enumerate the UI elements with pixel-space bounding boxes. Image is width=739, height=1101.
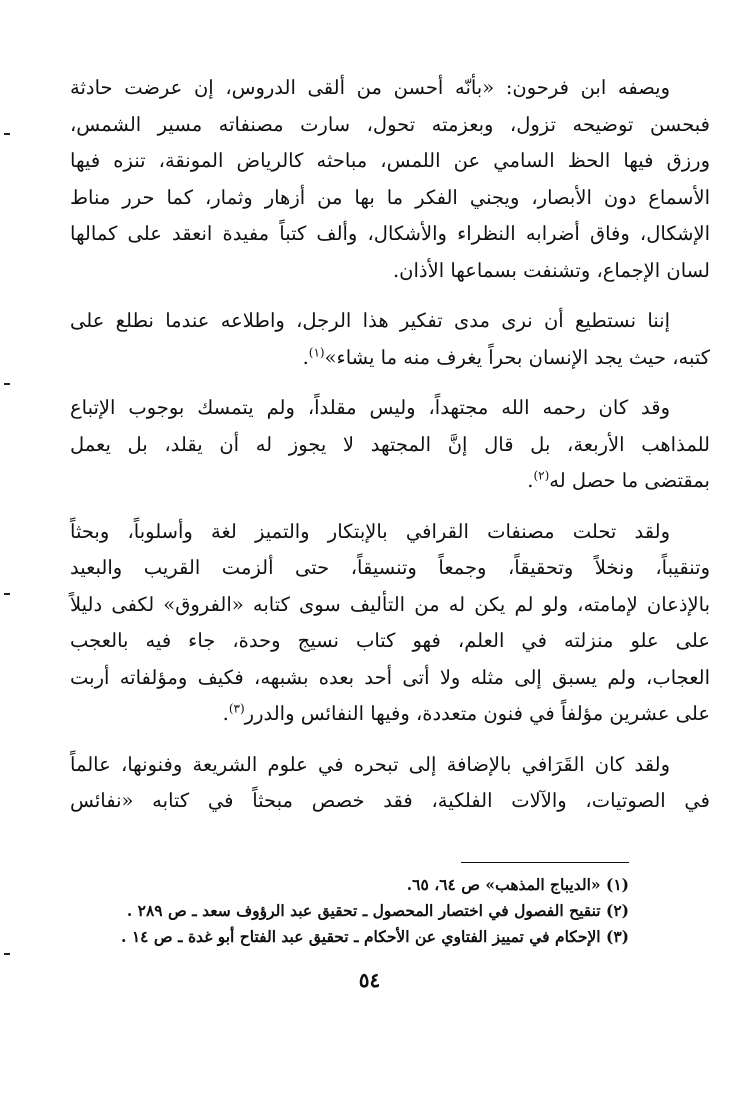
paragraph-4 (70, 514, 710, 733)
text-line (70, 463, 710, 500)
paragraph-1 (70, 70, 710, 289)
text-line (70, 696, 710, 733)
scan-margin-mark (4, 593, 10, 595)
text-line: وتنقيباً، ونخلاً وتحقيقاً، وجمعاً وتنسيقاً، حتى ألزمت القريب والبعيد (70, 556, 710, 579)
text-line: في الصوتيات، والآلات الفلكية، فقد خصص مبحثاً في كتابه «نفائس (70, 789, 710, 812)
paragraph-3 (70, 390, 710, 500)
text-line: للمذاهب الأربعة، بل قال إنَّ المجتهد لا يجوز له أن يقلد، بل يعمل (70, 432, 710, 456)
footnotes (89, 872, 629, 950)
text-segment: . (527, 469, 534, 492)
text-segment: . (222, 702, 229, 725)
text-segment: على عشرين مؤلفاً في فنون متعددة، وفيها النفائس والدرر (244, 702, 710, 725)
text-line: ولقد تحلت مصنفات القرافي بالإبتكار والتميز لغة وأسلوباً، وبحثاً (70, 519, 670, 543)
text-segment: كتبه، حيث يجد الإنسان بحراً يغرف منه ما يشاء» (324, 345, 710, 369)
text-line (70, 340, 710, 377)
text-line: بالإذعان لإمامته، ولو لم يكن له من التأليف سوى كتابه «الفروق» لكفى دليلاً (70, 592, 710, 616)
footnote-2: (٢) تنقيح الفصول في اختصار المحصول ـ تحقيق عبد الرؤوف سعد ـ ص ٢٨٩ . (126, 901, 629, 920)
footnote-ref-3: (٣) (228, 701, 245, 716)
text-line: ويصفه ابن فرحون: «بأنّه أحسن من ألقى الدروس، إن عرضت حادثة (70, 76, 670, 99)
text-segment: . (302, 345, 309, 369)
paragraph-2 (70, 303, 710, 376)
scan-margin-mark (4, 133, 10, 135)
text-line: إننا نستطيع أن نرى مدى تفكير هذا الرجل، واطلاعه عندما نطلع على (70, 309, 670, 332)
text-line: العجاب، ولم يسبق إلى مثله ولا أتى أحد بعده بشبهه، فكيف ومؤلفاته أربت (70, 665, 710, 689)
text-line: ولقد كان القَرَافي بالإضافة إلى تبحره في علوم الشريعة وفنونها، عالماً (70, 752, 670, 776)
footnote-3: (٣) الإحكام في تمييز الفتاوي عن الأحكام ـ تحقيق عبد الفتاح أبو غدة ـ ص ١٤ . (121, 927, 629, 946)
scan-margin-mark (4, 953, 10, 955)
text-line: ورزق فيها الحظ السامي عن اللمس، مباحثه كالرياض المونقة، تنزه فيها (70, 149, 710, 172)
footnote-divider (461, 862, 629, 863)
paragraph-5 (70, 747, 710, 820)
text-line: على علو منزلته في العلم، فهو كتاب نسيج وحدة، جاء فيه بالعجب (70, 629, 710, 652)
page-number: ٥٤ (358, 968, 381, 992)
text-line: الإشكال، وفاق أضرابه النظراء والأشكال، وألف كتباً مفيدة انعقد على كمالها (70, 222, 710, 245)
text-line: لسان الإجماع، وتشنفت بسماعها الأذان. (392, 258, 710, 282)
text-line: الأسماع دون الأبصار، ويجني الفكر ما بها من أزهار وثمار، كما حرر مناط (70, 185, 710, 209)
text-line: فبحسن توضيحه تزول، وبعزمته تحول، سارت مصنفاته مسير الشمس، (70, 112, 710, 136)
text-segment: بمقتضى ما حصل له (549, 469, 710, 492)
footnote-ref-2: (٢) (533, 468, 550, 483)
scan-margin-mark (4, 383, 10, 385)
footnote-1: (١) «الديباج المذهب» ص ٦٤، ٦٥. (406, 875, 629, 894)
footnote-ref-1: (١) (308, 345, 325, 359)
text-line: وقد كان رحمه الله مجتهداً، وليس مقلداً، ولم يتمسك بوجوب الإتباع (70, 396, 670, 419)
main-text (70, 70, 710, 834)
